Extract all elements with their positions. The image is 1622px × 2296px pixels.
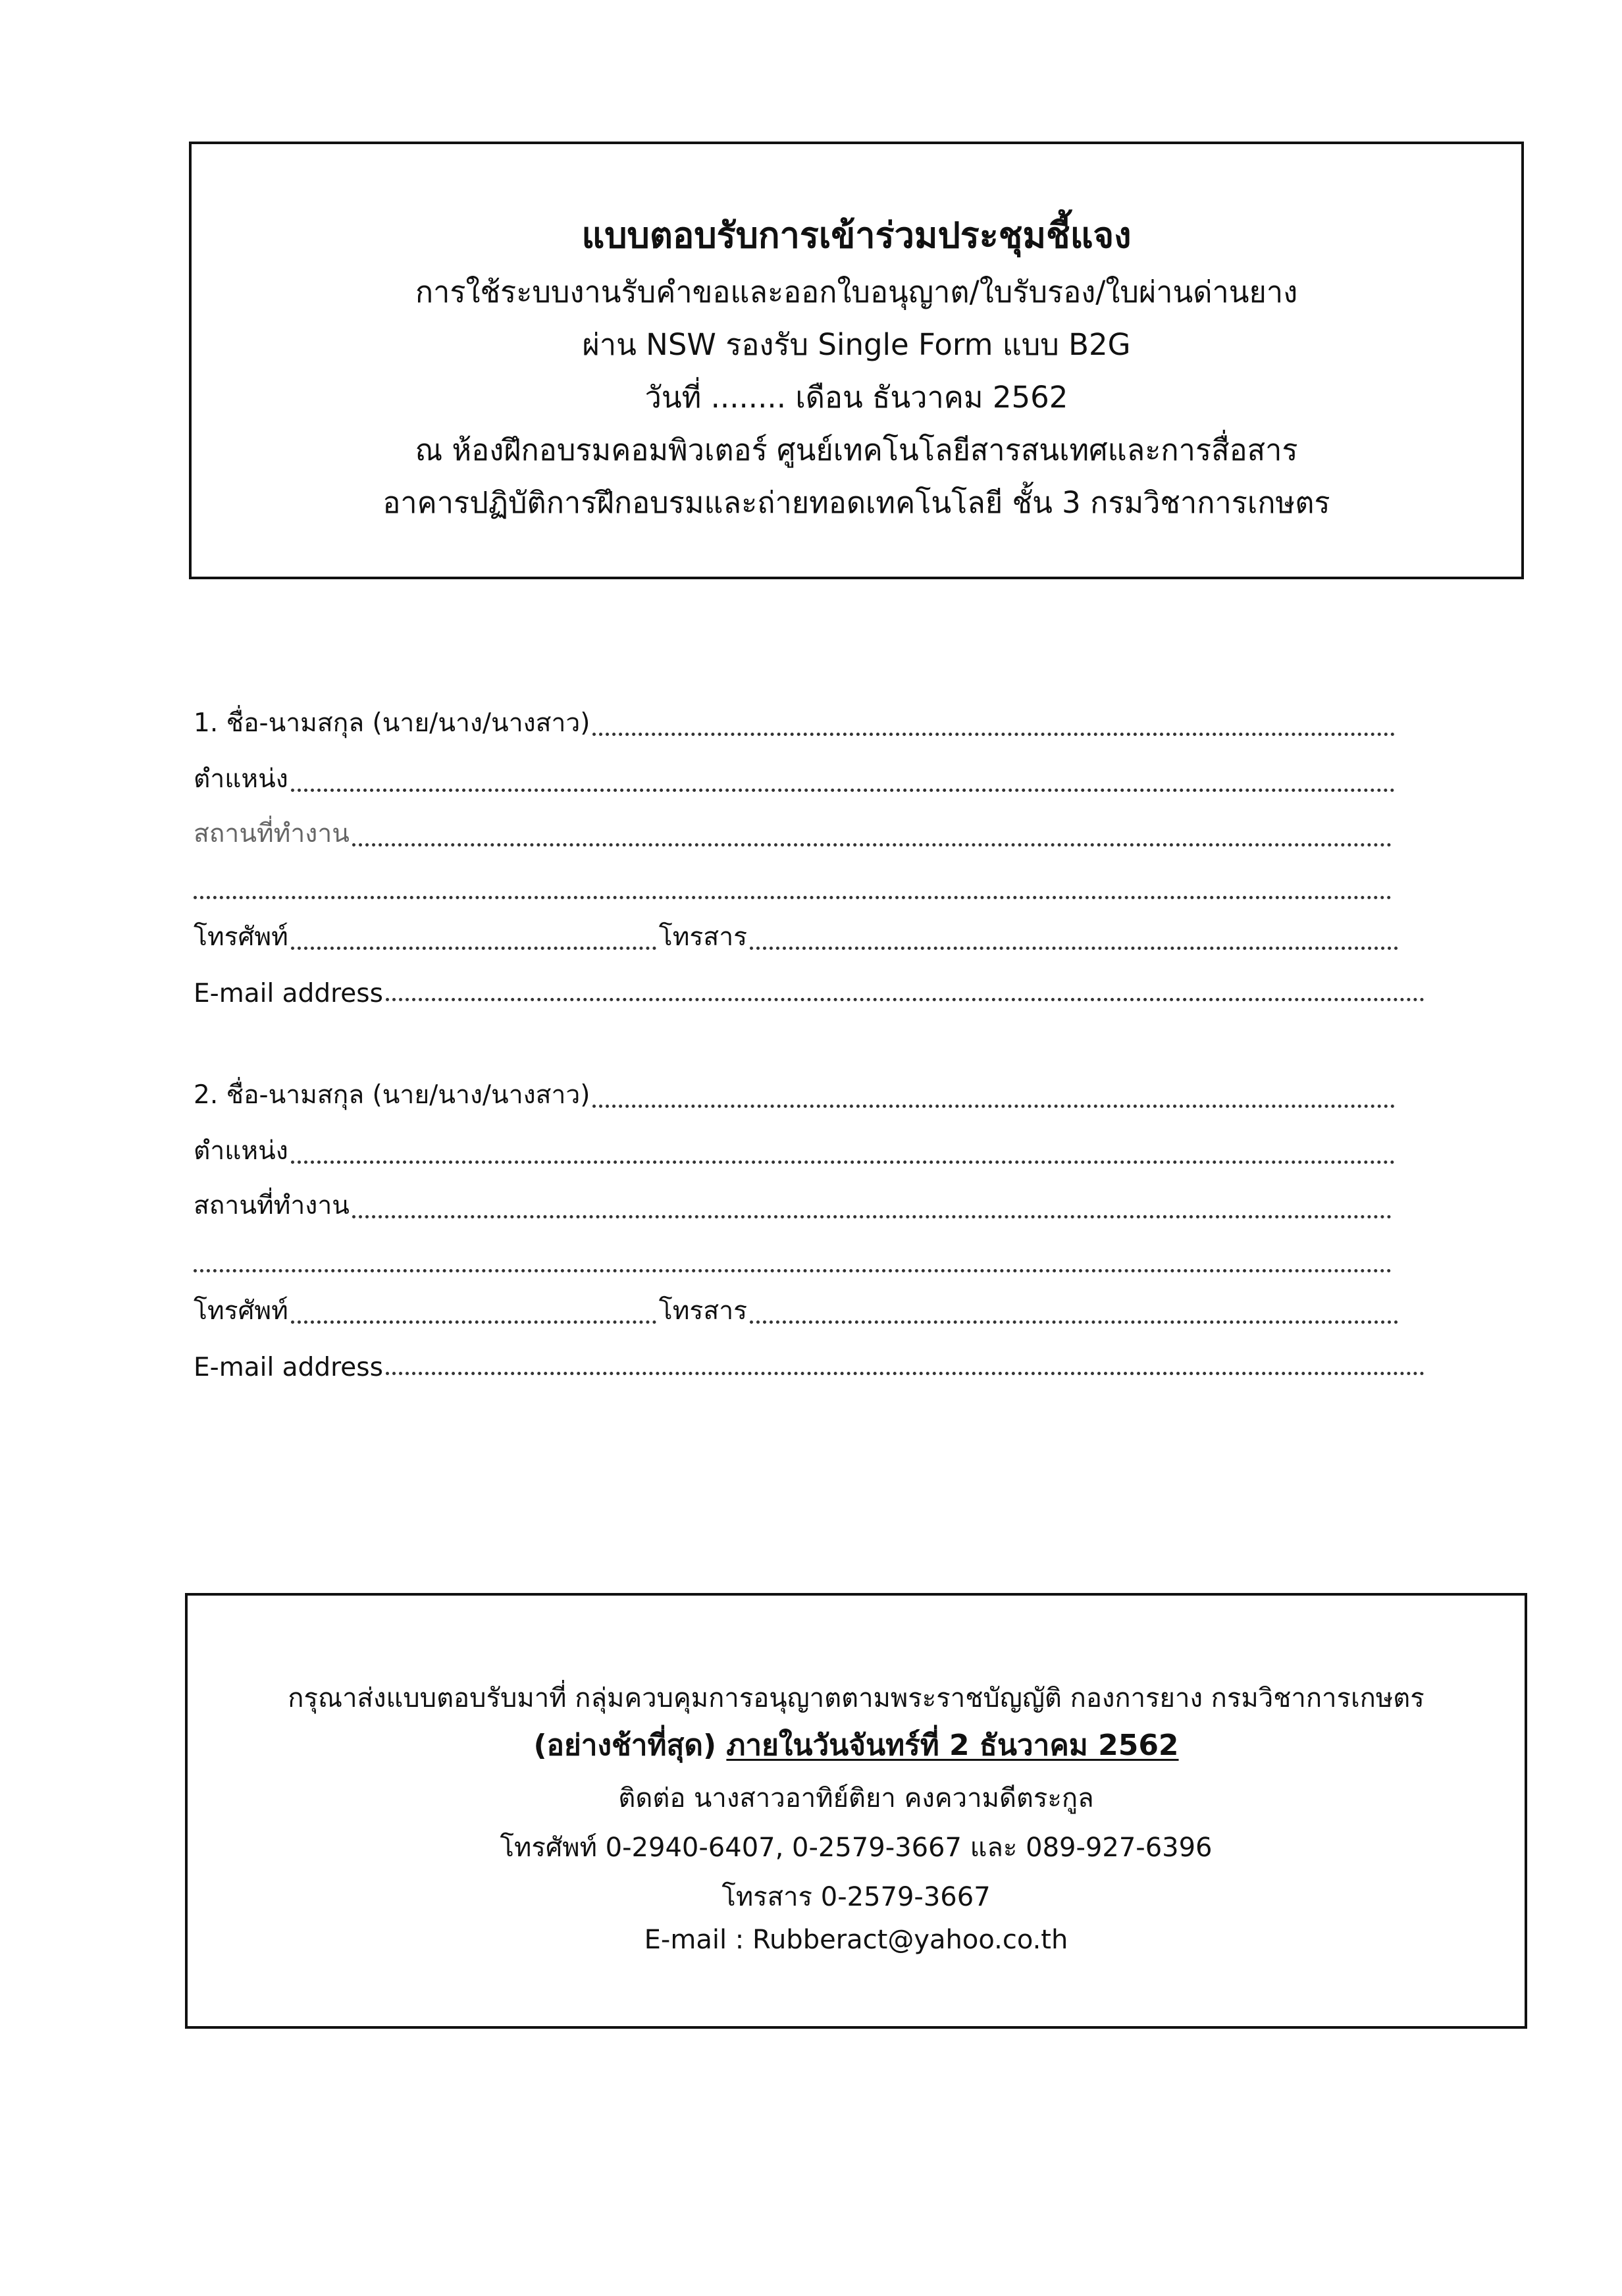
dotted-line <box>352 1215 1392 1218</box>
attendee-1-workplace-extra-field[interactable] <box>194 871 1392 906</box>
attendee-1-contact-row[interactable] <box>194 922 1398 957</box>
fax-label: โทรสาร <box>658 1296 748 1326</box>
workplace-label: สถานที่ทำงาน <box>194 1191 350 1220</box>
meeting-date: วันที่ ........ เดือน ธันวาคม 2562 <box>644 380 1068 415</box>
form-title: แบบตอบรับการเข้าร่วมประชุมชี้แจง <box>581 215 1132 256</box>
dotted-line <box>291 947 656 950</box>
attendee-2-workplace-extra-field[interactable] <box>194 1244 1392 1280</box>
name-label: 2. ชื่อ-นามสกุล (นาย/นาง/นางสาว) <box>194 1080 590 1110</box>
dotted-line <box>750 947 1398 950</box>
attendee-1-name-field[interactable] <box>194 708 1395 743</box>
deadline-prefix: (อย่างช้าที่สุด) <box>533 1729 717 1762</box>
dotted-line <box>291 1161 1395 1164</box>
attendee-2-position-field[interactable] <box>194 1135 1395 1171</box>
attendee-1-position-field[interactable] <box>194 764 1395 799</box>
dotted-line <box>291 1320 656 1324</box>
meeting-venue-building: อาคารปฏิบัติการฝึกอบรมและถ่ายทอดเทคโนโลยี ชั้น 3 กรมวิชาการเกษตร <box>382 485 1330 520</box>
workplace-label: สถานที่ทำงาน <box>194 819 350 848</box>
contact-person: ติดต่อ นางสาวอาทิย์ติยา คงความดีตระกูล <box>618 1783 1094 1813</box>
dotted-line <box>194 896 1392 899</box>
fax-label: โทรสาร <box>658 922 748 952</box>
dotted-line <box>386 998 1425 1001</box>
attendee-2-email-field[interactable] <box>194 1347 1425 1382</box>
header-box <box>189 142 1524 579</box>
attendee-2-name-field[interactable] <box>194 1080 1395 1115</box>
contact-phone: โทรศัพท์ 0-2940-6407, 0-2579-3667 และ 089-927-6396 <box>500 1833 1213 1863</box>
email-label: E-mail address <box>194 1353 383 1382</box>
attendee-1-email-field[interactable] <box>194 973 1425 1008</box>
dotted-line <box>592 733 1395 736</box>
dotted-line <box>352 843 1392 847</box>
attendee-1-workplace-field[interactable] <box>194 818 1392 854</box>
phone-label: โทรศัพท์ <box>194 922 288 952</box>
email-label: E-mail address <box>194 979 383 1008</box>
name-label: 1. ชื่อ-นามสกุล (นาย/นาง/นางสาว) <box>194 708 590 738</box>
phone-label: โทรศัพท์ <box>194 1296 288 1326</box>
contact-email: E-mail : Rubberact@yahoo.co.th <box>644 1925 1068 1955</box>
header-subtitle-1: การใช้ระบบงานรับคำขอและออกใบอนุญาต/ใบรับรอง/ใบผ่านด่านยาง <box>415 274 1298 309</box>
submission-deadline <box>188 1722 1525 1768</box>
dotted-line <box>592 1105 1395 1108</box>
header-subtitle-2: ผ่าน NSW รองรับ Single Form แบบ B2G <box>582 327 1131 362</box>
meeting-venue-room: ณ ห้องฝึกอบรมคอมพิวเตอร์ ศูนย์เทคโนโลยีสารสนเทศและการสื่อสาร <box>415 432 1298 467</box>
deadline-date: ภายในวันจันทร์ที่ 2 ธันวาคม 2562 <box>726 1729 1179 1762</box>
footer-box <box>185 1593 1527 2029</box>
attendee-2-workplace-field[interactable] <box>194 1190 1392 1226</box>
contact-fax: โทรสาร 0-2579-3667 <box>721 1882 991 1912</box>
dotted-line <box>750 1320 1398 1324</box>
attendee-2-contact-row[interactable] <box>194 1295 1398 1331</box>
position-label: ตำแหน่ง <box>194 764 288 794</box>
dotted-line <box>386 1372 1425 1375</box>
position-label: ตำแหน่ง <box>194 1136 288 1166</box>
dotted-line <box>291 789 1395 792</box>
dotted-line <box>194 1269 1392 1272</box>
submission-instruction: กรุณาส่งแบบตอบรับมาที่ กลุ่มควบคุมการอนุญาตตามพระราชบัญญัติ กองการยาง กรมวิชาการเกษตร <box>288 1683 1425 1713</box>
